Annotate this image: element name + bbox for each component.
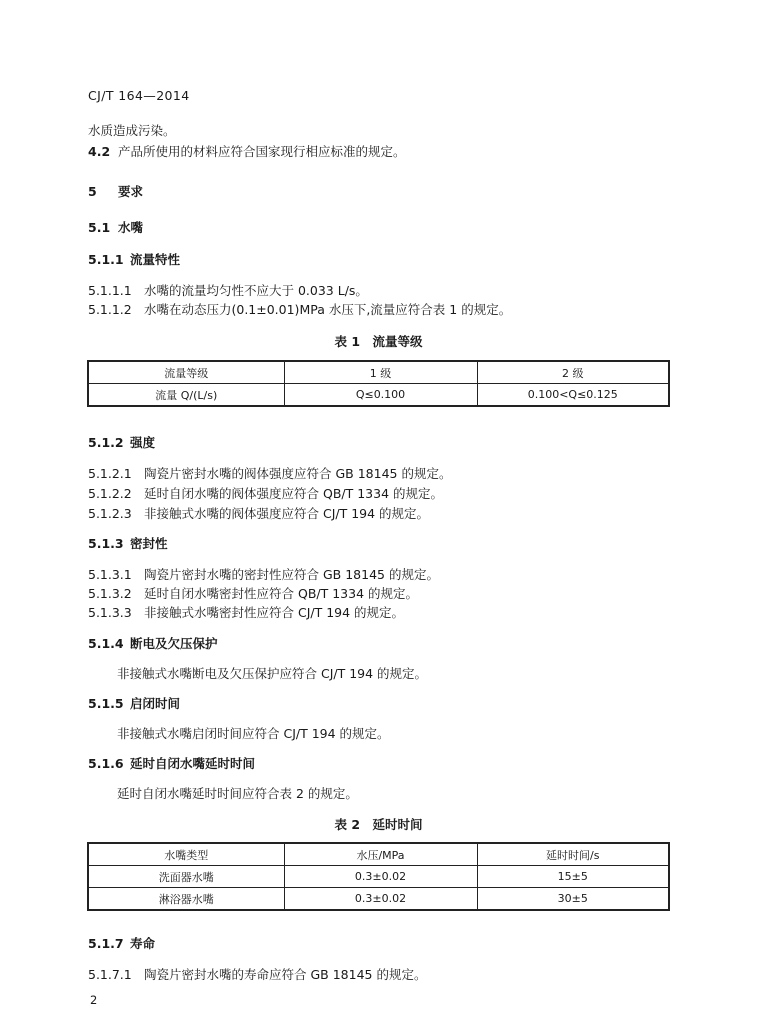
- standard-number: CJ/T 164—2014: [88, 88, 190, 103]
- section-title: 水嘴: [118, 220, 144, 235]
- table-2: [87, 842, 670, 911]
- clause-number: 5.1.1.2: [88, 302, 132, 317]
- clause-5-1-7-1: [88, 967, 426, 983]
- section-number: 5: [88, 184, 97, 199]
- section-title: 寿命: [130, 936, 156, 951]
- table-row: [88, 866, 669, 888]
- table-header-row: [88, 361, 669, 384]
- clause-text: 非接触式水嘴的阀体强度应符合 CJ/T 194 的规定。: [144, 506, 430, 521]
- section-5-heading: [88, 184, 143, 200]
- section-number: 5.1: [88, 220, 111, 235]
- table-cell: 淋浴器水嘴: [88, 888, 284, 911]
- table-cell: 0.100<Q≤0.125: [477, 384, 669, 407]
- section-number: 5.1.1: [88, 252, 124, 267]
- section-title: 流量特性: [130, 252, 181, 267]
- clause-number: 5.1.3.3: [88, 605, 132, 620]
- table-cell: 30±5: [477, 888, 669, 911]
- clause-5-1-2-1: [88, 466, 451, 482]
- section-5-1-5-heading: [88, 696, 180, 712]
- clause-5-1-1-1: [88, 283, 368, 299]
- clause-5-1-1-2: [88, 302, 511, 318]
- clause-5-1-3-3: [88, 605, 404, 621]
- clause-number: 5.1.2.3: [88, 506, 132, 521]
- table-cell: 流量 Q/(L/s): [88, 384, 284, 407]
- section-5-1-4-heading: [88, 636, 218, 652]
- clause-text: 非接触式水嘴密封性应符合 CJ/T 194 的规定。: [144, 605, 405, 620]
- table-header-cell: 1 级: [284, 361, 477, 384]
- table-cell: 15±5: [477, 866, 669, 888]
- section-5-1-3-heading: [88, 536, 168, 552]
- clause-5-1-2-2: [88, 486, 443, 502]
- section-number: 5.1.5: [88, 696, 124, 711]
- section-number: 5.1.2: [88, 435, 124, 450]
- clause-text: 陶瓷片密封水嘴的寿命应符合 GB 18145 的规定。: [144, 967, 427, 982]
- section-5-1-heading: [88, 220, 143, 236]
- clause-5-1-3-2: [88, 586, 418, 602]
- section-5-1-6-heading: [88, 756, 255, 772]
- table-row: [88, 888, 669, 911]
- clause-text: 产品所使用的材料应符合国家现行相应标准的规定。: [118, 144, 406, 159]
- table-cell: 0.3±0.02: [284, 888, 477, 911]
- clause-4-2: [88, 144, 406, 160]
- clause-5-1-4-text: 非接触式水嘴断电及欠压保护应符合 CJ/T 194 的规定。: [117, 666, 428, 681]
- clause-text: 延时自闭水嘴密封性应符合 QB/T 1334 的规定。: [144, 586, 418, 601]
- section-title: 要求: [118, 184, 144, 199]
- clause-5-1-2-3: [88, 506, 429, 522]
- table-header-cell: 水嘴类型: [88, 843, 284, 866]
- table-header-cell: 流量等级: [88, 361, 284, 384]
- section-title: 延时自闭水嘴延时时间: [130, 756, 256, 771]
- section-title: 密封性: [130, 536, 168, 551]
- table-header-cell: 2 级: [477, 361, 669, 384]
- clause-number: 5.1.3.1: [88, 567, 132, 582]
- section-title: 断电及欠压保护: [130, 636, 218, 651]
- table-header-row: [88, 843, 669, 866]
- clause-number: 5.1.2.2: [88, 486, 132, 501]
- table-cell: Q≤0.100: [284, 384, 477, 407]
- clause-text: 陶瓷片密封水嘴的密封性应符合 GB 18145 的规定。: [144, 567, 439, 582]
- table-header-cell: 水压/MPa: [284, 843, 477, 866]
- table-1-caption: 表 1 流量等级: [334, 334, 423, 349]
- clause-text: 延时自闭水嘴的阀体强度应符合 QB/T 1334 的规定。: [144, 486, 443, 501]
- section-number: 5.1.7: [88, 936, 124, 951]
- clause-text: 水嘴在动态压力(0.1±0.01)MPa 水压下,流量应符合表 1 的规定。: [144, 302, 512, 317]
- clause-5-1-3-1: [88, 567, 439, 583]
- clause-number: 5.1.7.1: [88, 967, 132, 982]
- section-number: 5.1.3: [88, 536, 124, 551]
- clause-number: 5.1.3.2: [88, 586, 132, 601]
- section-title: 强度: [130, 435, 156, 450]
- section-5-1-1-heading: [88, 252, 180, 268]
- section-number: 5.1.6: [88, 756, 124, 771]
- section-5-1-7-heading: [88, 936, 155, 952]
- section-number: 5.1.4: [88, 636, 124, 651]
- table-cell: 0.3±0.02: [284, 866, 477, 888]
- clause-text: 水嘴的流量均匀性不应大于 0.033 L/s。: [144, 283, 368, 298]
- table-header-cell: 延时时间/s: [477, 843, 669, 866]
- section-5-1-2-heading: [88, 435, 155, 451]
- table-2-caption: 表 2 延时时间: [334, 817, 423, 832]
- table-cell: 洗面器水嘴: [88, 866, 284, 888]
- clause-text: 陶瓷片密封水嘴的阀体强度应符合 GB 18145 的规定。: [144, 466, 452, 481]
- paragraph-continuation: 水质造成污染。: [88, 123, 176, 138]
- page-number: 2: [90, 993, 98, 1007]
- clause-number: 4.2: [88, 144, 111, 159]
- clause-number: 5.1.1.1: [88, 283, 132, 298]
- clause-number: 5.1.2.1: [88, 466, 132, 481]
- table-row: [88, 384, 669, 407]
- clause-5-1-5-text: 非接触式水嘴启闭时间应符合 CJ/T 194 的规定。: [117, 726, 390, 741]
- section-title: 启闭时间: [130, 696, 181, 711]
- table-1: [87, 360, 670, 407]
- clause-5-1-6-text: 延时自闭水嘴延时时间应符合表 2 的规定。: [117, 786, 358, 801]
